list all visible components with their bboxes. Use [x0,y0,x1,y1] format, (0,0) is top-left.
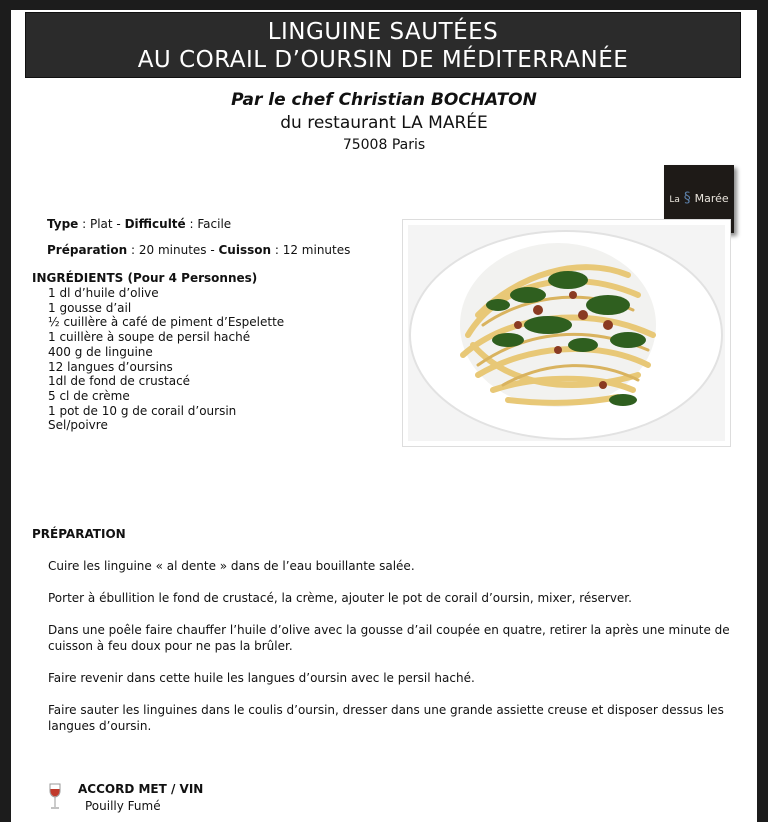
chef-credit: Par le chef Christian BOCHATON [231,90,537,110]
difficulty-value: : Facile [185,217,232,231]
logo-text-big: Marée [694,192,729,205]
recipe-page [11,10,757,822]
wine-pairing-heading: ACCORD MET / VIN [78,782,204,796]
ingredient-item: 1 gousse d’ail [48,300,132,315]
ingredient-item: 1dl de fond de crustacé [48,374,191,389]
recipe-type-line [47,217,231,231]
difficulty-label: Difficulté [124,217,186,231]
ingredient-item: 12 langues d’oursins [48,359,173,374]
wine-glass-icon [48,783,62,811]
dish-photo [402,219,731,447]
ingredient-item: 1 dl d’huile d’olive [48,286,159,300]
ingredient-item: 5 cl de crème [48,388,130,403]
preparation-step: Porter à ébullition le fond de crustacé, la crème, ajouter le pot de corail d’oursin, mixer, réserver. [48,591,632,605]
ingredient-item: Sel/poivre [48,418,108,433]
ingredients-heading: INGRÉDIENTS (Pour 4 Personnes) [32,271,258,285]
recipe-time-line [47,243,350,257]
seahorse-icon: § [683,190,691,206]
prep-label: Préparation [47,243,128,257]
cook-value: : 12 minutes [271,243,351,257]
title-line-1: LINGUINE SAUTÉES [267,19,499,45]
logo-text-small: La [669,195,680,205]
preparation-step: Faire revenir dans cette huile les langues d’oursin avec le persil haché. [48,671,475,685]
title-line-2: AU CORAIL D’OURSIN DE MÉDITERRANÉE [137,47,629,73]
restaurant-city: 75008 Paris [342,137,426,153]
preparation-step: Faire sauter les linguines dans le coulis d’oursin, dresser dans une grande assiette creuse et disposer dessus les langues d’oursin. [48,703,724,733]
restaurant-name: du restaurant LA MARÉE [280,113,488,133]
ingredient-item: 1 pot de 10 g de corail d’oursin [48,403,237,418]
cook-label: Cuisson [218,243,272,257]
prep-value: : 20 minutes - [127,243,219,257]
type-value: : Plat - [78,217,125,231]
ingredient-item: ½ cuillère à café de piment d’Espelette [48,315,285,330]
dish-illustration [408,225,725,441]
ingredient-item: 1 cuillère à soupe de persil haché [48,330,251,345]
preparation-heading: PRÉPARATION [32,527,126,541]
recipe-title-banner [25,12,741,78]
type-label: Type [47,217,79,231]
ingredient-item: 400 g de linguine [48,344,153,359]
wine-name: Pouilly Fumé [85,799,161,813]
preparation-step: Cuire les linguine « al dente » dans de l’eau bouillante salée. [48,559,415,573]
ingredients-list [48,286,284,433]
preparation-step: Dans une poêle faire chauffer l’huile d’olive avec la gousse d’ail coupée en quatre, retirer la après une minute de cuisson à feu doux pour ne pas la brûler. [48,623,730,653]
